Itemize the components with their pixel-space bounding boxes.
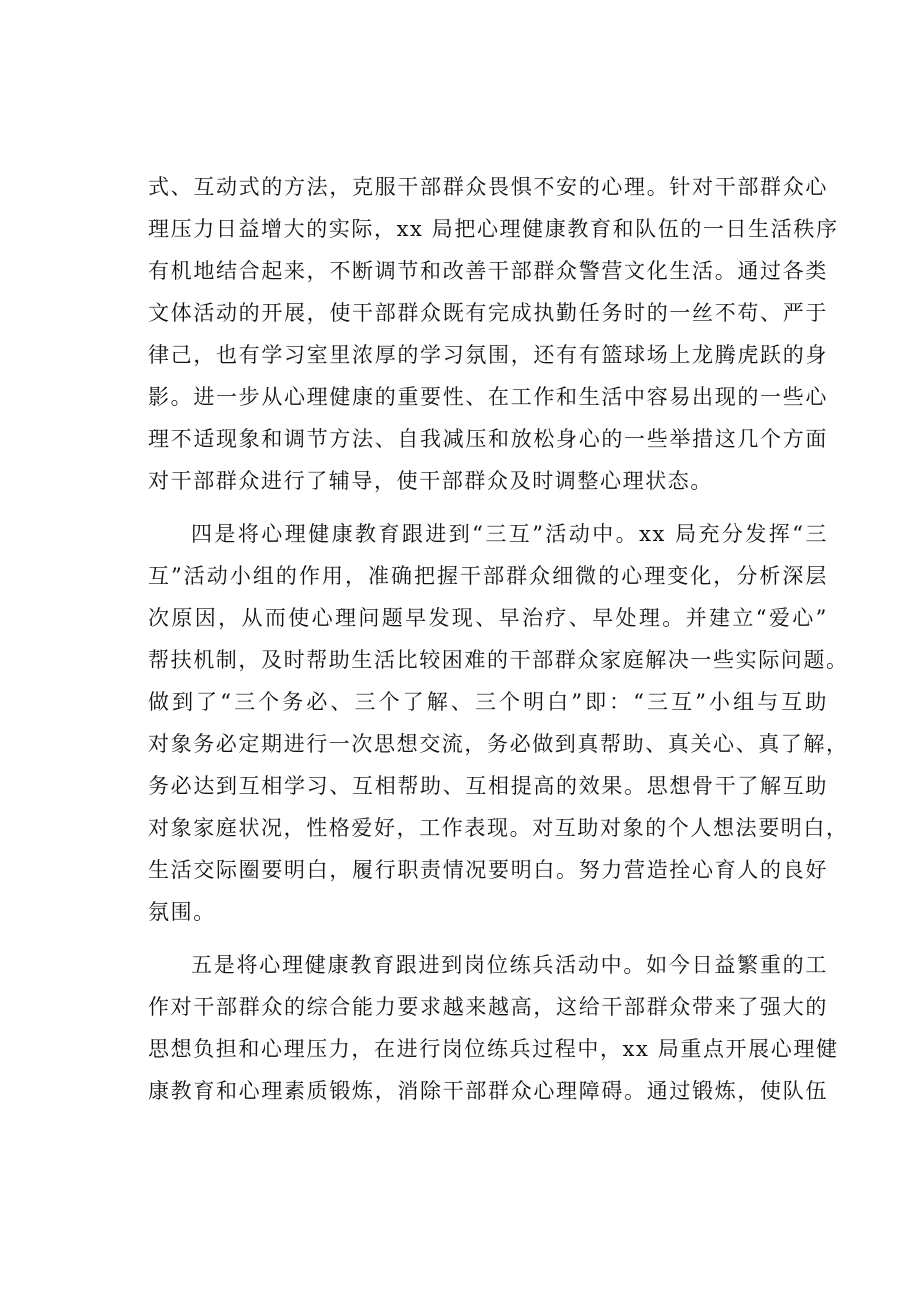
text-line: 五是将心理健康教育跟进到岗位练兵活动中。如今日益繁重的工 bbox=[191, 953, 828, 977]
paragraph-gap bbox=[148, 933, 828, 944]
paragraph-3 bbox=[148, 944, 839, 1112]
text-line: 文体活动的开展，使干部群众既有完成执勤任务时的一丝不苟、严于 bbox=[148, 301, 828, 325]
text-line: 次原因，从而使心理问题早发现、早治疗、早处理。并建立“爱心” bbox=[148, 606, 828, 630]
text-line: 氛围。 bbox=[148, 900, 216, 924]
text-line: 对干部群众进行了辅导，使干部群众及时调整心理状态。 bbox=[148, 469, 713, 493]
paragraph-2 bbox=[148, 513, 849, 933]
text-line: 理不适现象和调节方法、自我减压和放松身心的一些举措这几个方面 bbox=[148, 427, 828, 451]
text-line: 律己，也有学习室里浓厚的学习氛围，还有有篮球场上龙腾虎跃的身 bbox=[148, 343, 828, 367]
text-line: 康教育和心理素质锻炼，消除干部群众心理障碍。通过锻炼，使队伍 bbox=[148, 1079, 828, 1103]
paragraph-1 bbox=[148, 166, 839, 502]
text-line: 对象家庭状况，性格爱好，工作表现。对互助对象的个人想法要明白， bbox=[148, 816, 849, 840]
text-line: 对象务必定期进行一次思想交流，务必做到真帮助、真关心、真了解， bbox=[148, 732, 849, 756]
text-line: 作对干部群众的综合能力要求越来越高，这给干部群众带来了强大的 bbox=[148, 995, 828, 1019]
document-body bbox=[148, 166, 849, 1112]
text-line: 理压力日益增大的实际，xx 局把心理健康教育和队伍的一日生活秩序 bbox=[148, 217, 839, 241]
text-line: 四是将心理健康教育跟进到“三互”活动中。xx 局充分发挥“三 bbox=[191, 522, 828, 546]
text-line: 务必达到互相学习、互相帮助、互相提高的效果。思想骨干了解互助 bbox=[148, 774, 828, 798]
text-line: 做到了“三个务必、三个了解、三个明白”即：“三互”小组与互助 bbox=[148, 690, 828, 714]
text-line: 互”活动小组的作用，准确把握干部群众细微的心理变化，分析深层 bbox=[148, 564, 828, 588]
text-line: 影。进一步从心理健康的重要性、在工作和生活中容易出现的一些心 bbox=[148, 385, 828, 409]
text-line: 帮扶机制，及时帮助生活比较困难的干部群众家庭解决一些实际问题。 bbox=[148, 648, 849, 672]
text-line: 式、互动式的方法，克服干部群众畏惧不安的心理。针对干部群众心 bbox=[148, 175, 828, 199]
text-line: 思想负担和心理压力，在进行岗位练兵过程中，xx 局重点开展心理健 bbox=[148, 1037, 839, 1061]
paragraph-gap bbox=[148, 502, 828, 513]
text-line: 有机地结合起来，不断调节和改善干部群众警营文化生活。通过各类 bbox=[148, 259, 828, 283]
text-line: 生活交际圈要明白，履行职责情况要明白。努力营造拴心育人的良好 bbox=[148, 858, 828, 882]
